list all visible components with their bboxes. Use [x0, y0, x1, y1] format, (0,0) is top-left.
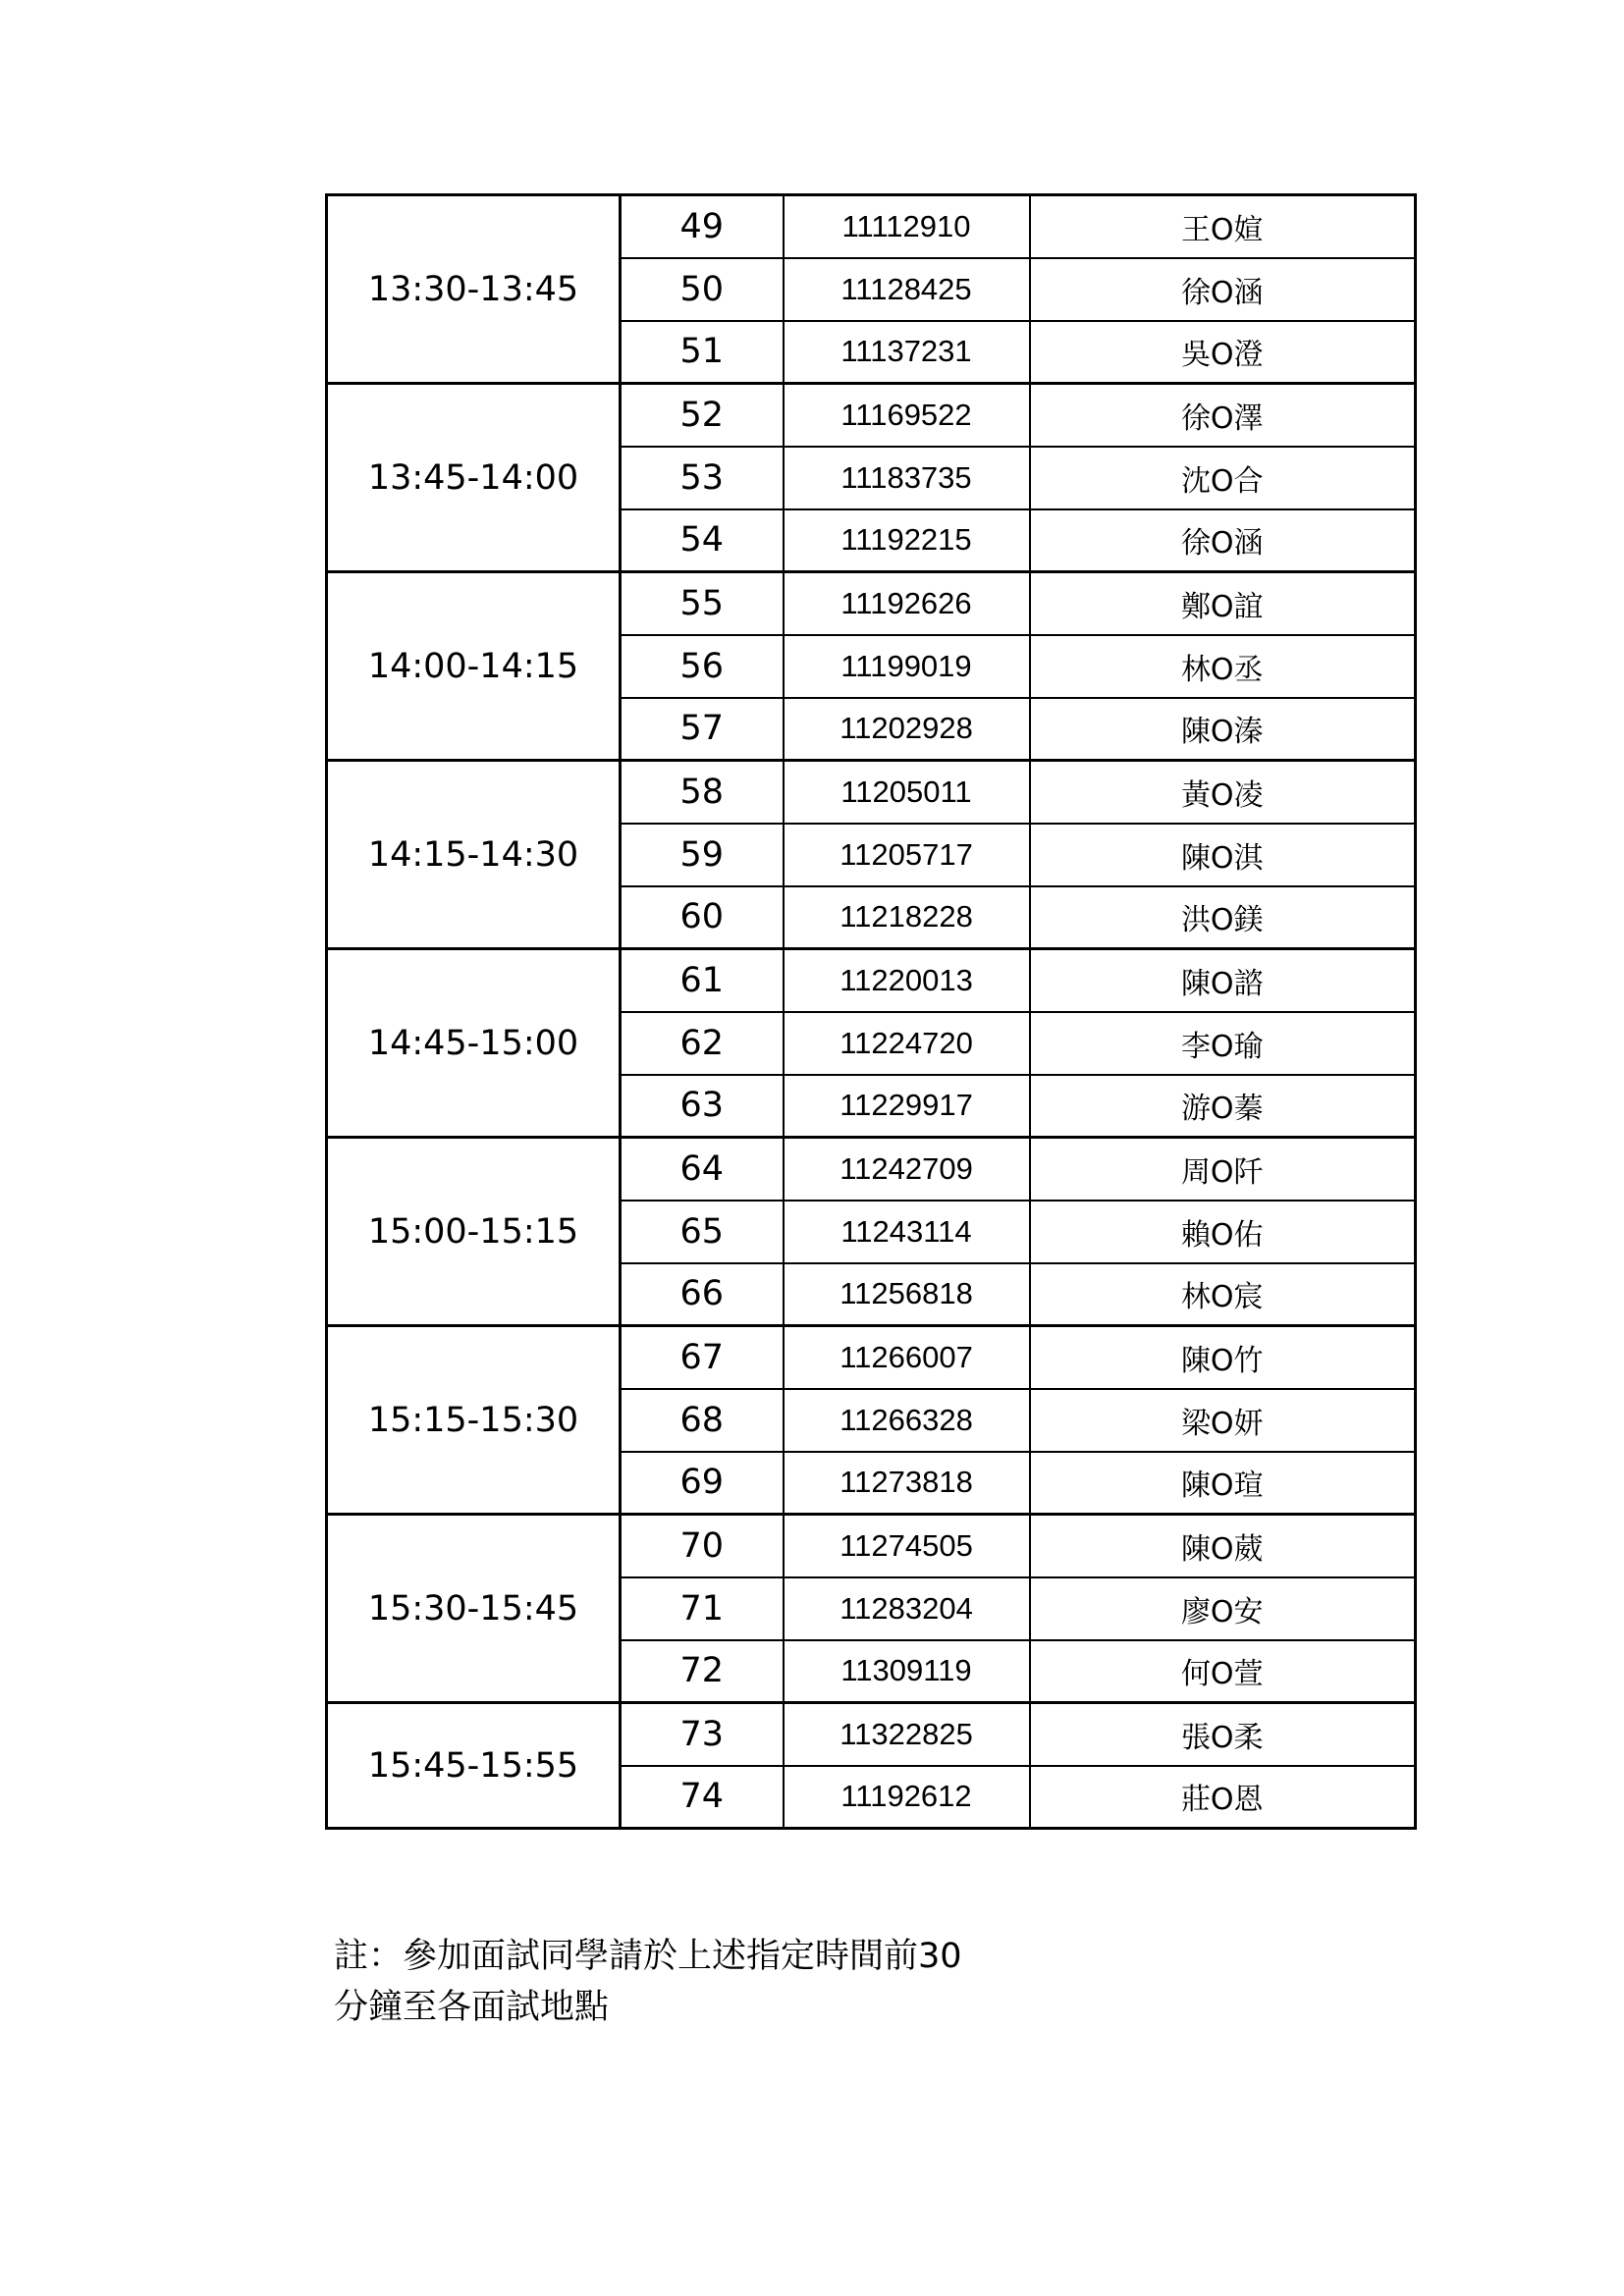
student-name-cell: 徐O澤 — [1030, 384, 1416, 447]
student-id-cell: 11192612 — [784, 1766, 1030, 1829]
sequence-number-cell: 54 — [621, 509, 784, 572]
sequence-number-cell: 65 — [621, 1201, 784, 1263]
student-id-cell: 11192626 — [784, 572, 1030, 635]
sequence-number-cell: 73 — [621, 1703, 784, 1766]
student-name-cell: 黃O凌 — [1030, 761, 1416, 824]
student-id-cell: 11266007 — [784, 1326, 1030, 1389]
student-name-cell: 賴O佑 — [1030, 1201, 1416, 1263]
table-row — [327, 195, 1416, 258]
note-line-1: 註：參加面試同學請於上述指定時間前30 — [334, 1937, 962, 1976]
student-name-cell: 廖O安 — [1030, 1577, 1416, 1640]
student-id-cell: 11205717 — [784, 824, 1030, 886]
sequence-number-cell: 50 — [621, 258, 784, 321]
sequence-number-cell: 74 — [621, 1766, 784, 1829]
time-slot-cell: 14:15-14:30 — [327, 761, 621, 949]
student-id-cell: 11128425 — [784, 258, 1030, 321]
student-id-cell: 11256818 — [784, 1263, 1030, 1326]
student-id-cell: 11183735 — [784, 447, 1030, 509]
sequence-number-cell: 56 — [621, 635, 784, 698]
student-id-cell: 11242709 — [784, 1138, 1030, 1201]
sequence-number-cell: 71 — [621, 1577, 784, 1640]
sequence-number-cell: 49 — [621, 195, 784, 258]
student-name-cell: 林O丞 — [1030, 635, 1416, 698]
sequence-number-cell: 60 — [621, 886, 784, 949]
student-name-cell: 林O宸 — [1030, 1263, 1416, 1326]
student-id-cell: 11266328 — [784, 1389, 1030, 1452]
student-id-cell: 11273818 — [784, 1452, 1030, 1515]
table-row — [327, 1515, 1416, 1577]
student-id-cell: 11283204 — [784, 1577, 1030, 1640]
student-name-cell: 洪O鎂 — [1030, 886, 1416, 949]
student-name-cell: 游O蓁 — [1030, 1075, 1416, 1138]
table-row — [327, 1326, 1416, 1389]
sequence-number-cell: 72 — [621, 1640, 784, 1703]
student-name-cell: 徐O涵 — [1030, 258, 1416, 321]
student-name-cell: 周O阡 — [1030, 1138, 1416, 1201]
student-id-cell: 11224720 — [784, 1012, 1030, 1075]
student-name-cell: 沈O合 — [1030, 447, 1416, 509]
time-slot-cell: 15:15-15:30 — [327, 1326, 621, 1515]
time-slot-cell: 14:00-14:15 — [327, 572, 621, 761]
student-name-cell: 陳O溱 — [1030, 698, 1416, 761]
student-name-cell: 張O柔 — [1030, 1703, 1416, 1766]
sequence-number-cell: 70 — [621, 1515, 784, 1577]
time-slot-cell: 15:45-15:55 — [327, 1703, 621, 1829]
student-id-cell: 11274505 — [784, 1515, 1030, 1577]
student-id-cell: 11218228 — [784, 886, 1030, 949]
time-slot-cell: 14:45-15:00 — [327, 949, 621, 1138]
sequence-number-cell: 59 — [621, 824, 784, 886]
sequence-number-cell: 52 — [621, 384, 784, 447]
interview-schedule-table — [325, 193, 1417, 1830]
time-slot-cell: 13:30-13:45 — [327, 195, 621, 384]
student-id-cell: 11199019 — [784, 635, 1030, 698]
student-name-cell: 梁O妍 — [1030, 1389, 1416, 1452]
sequence-number-cell: 57 — [621, 698, 784, 761]
student-name-cell: 陳O葳 — [1030, 1515, 1416, 1577]
student-id-cell: 11243114 — [784, 1201, 1030, 1263]
student-id-cell: 11322825 — [784, 1703, 1030, 1766]
sequence-number-cell: 51 — [621, 321, 784, 384]
sequence-number-cell: 67 — [621, 1326, 784, 1389]
table-row — [327, 1138, 1416, 1201]
student-id-cell: 11220013 — [784, 949, 1030, 1012]
student-name-cell: 吳O澄 — [1030, 321, 1416, 384]
sequence-number-cell: 58 — [621, 761, 784, 824]
table-row — [327, 761, 1416, 824]
sequence-number-cell: 64 — [621, 1138, 784, 1201]
table-row — [327, 384, 1416, 447]
table-row — [327, 949, 1416, 1012]
student-name-cell: 莊O恩 — [1030, 1766, 1416, 1829]
time-slot-cell: 15:30-15:45 — [327, 1515, 621, 1703]
sequence-number-cell: 61 — [621, 949, 784, 1012]
student-name-cell: 陳O淇 — [1030, 824, 1416, 886]
table-row — [327, 1703, 1416, 1766]
student-name-cell: 陳O諮 — [1030, 949, 1416, 1012]
sequence-number-cell: 62 — [621, 1012, 784, 1075]
student-name-cell: 鄭O誼 — [1030, 572, 1416, 635]
note — [334, 1931, 1021, 2033]
table-row — [327, 572, 1416, 635]
student-name-cell: 陳O竹 — [1030, 1326, 1416, 1389]
student-name-cell: 何O萱 — [1030, 1640, 1416, 1703]
sequence-number-cell: 66 — [621, 1263, 784, 1326]
time-slot-cell: 13:45-14:00 — [327, 384, 621, 572]
time-slot-cell: 15:00-15:15 — [327, 1138, 621, 1326]
student-id-cell: 11205011 — [784, 761, 1030, 824]
student-name-cell: 陳O瑄 — [1030, 1452, 1416, 1515]
sequence-number-cell: 55 — [621, 572, 784, 635]
sequence-number-cell: 68 — [621, 1389, 784, 1452]
student-id-cell: 11309119 — [784, 1640, 1030, 1703]
sequence-number-cell: 53 — [621, 447, 784, 509]
student-id-cell: 11192215 — [784, 509, 1030, 572]
student-id-cell: 11229917 — [784, 1075, 1030, 1138]
student-name-cell: 王O媗 — [1030, 195, 1416, 258]
student-name-cell: 李O瑜 — [1030, 1012, 1416, 1075]
schedule-table-body — [327, 195, 1416, 1829]
student-id-cell: 11112910 — [784, 195, 1030, 258]
student-name-cell: 徐O涵 — [1030, 509, 1416, 572]
student-id-cell: 11169522 — [784, 384, 1030, 447]
sequence-number-cell: 69 — [621, 1452, 784, 1515]
student-id-cell: 11202928 — [784, 698, 1030, 761]
student-id-cell: 11137231 — [784, 321, 1030, 384]
sequence-number-cell: 63 — [621, 1075, 784, 1138]
note-line-2: 分鐘至各面試地點 — [334, 1988, 610, 2027]
